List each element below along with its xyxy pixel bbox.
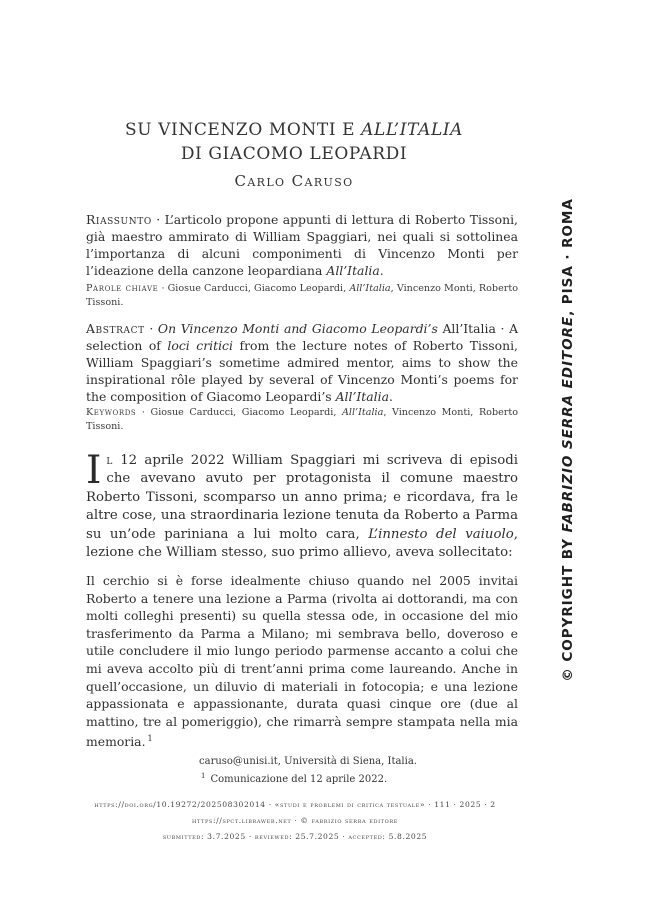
footnote-1: $^1$ Comunicazione del 12 aprile 2022. [201, 772, 388, 785]
keywords-paragraph: Keywords · Giosue Carducci, Giacomo Leopardi, All’Italia, Vincenzo Monti, Roberto Tissoni. [86, 407, 518, 432]
riassunto-label: Riassunto [86, 212, 152, 227]
footnote-reference[interactable]: 1 [147, 734, 153, 744]
footer-dates: submitted: 3.7.2025 · reviewed: 25.7.2025 · accepted: 5.8.2025 [162, 832, 428, 841]
parole-chiave-paragraph: Parole chiave · Giosue Carducci, Giacomo Leopardi, All’Italia, Vincenzo Monti, Roberto Tissoni. [86, 283, 518, 308]
copyright-sidebar [558, 200, 578, 680]
copyright-text: © COPYRIGHT BY FABRIZIO SERRA EDITORE, PISA · ROMA [560, 198, 576, 682]
drop-cap: I [86, 448, 102, 493]
footer-website[interactable]: https://spct.libraweb.net · © fabrizio serra editore [192, 816, 398, 825]
author-email: caruso@unisi.it, Università di Siena, Italia. [199, 756, 417, 767]
title-line-2: DI GIACOMO LEOPARDI [180, 144, 408, 164]
block-quote: Il cerchio si è forse idealmente chiuso quando nel 2005 invitai Roberto a tenere una lezione a Parma (rivolta ai dottorandi, ma con molti colleghi presenti) su quella stessa ode, in occasione del mio trasferimento da Parma a Milano; mi sembrava bello, doveroso e utile concludere il mio lungo periodo parmense accanto a colui che mi aveva accolto più di trent’anni prima come laureando. Anche in quell’occasione, un diluvio di materiali in fotocopia; e una lezione appassionata e appassionante, durata quasi cinque ore (due al mattino, tre al pomeriggio), che rimarrà sempre stampata nella mia memoria. $^1$ [86, 573, 518, 750]
abstract-paragraph: Abstract · On Vincenzo Monti and Giacomo Leopardi’s All’Italia · A selection of loci critici from the lecture notes of Roberto Tissoni, William Spaggiari’s sometime admired mentor, aims to show the inspirational rôle played by several of Vincenzo Monti’s poems for the composition of Giacomo Leopardi’s All’Italia. [86, 321, 519, 404]
title-line-1: SU VINCENZO MONTI E ALL’ITALIA [124, 120, 464, 140]
article-title [86, 118, 502, 166]
footer-doi[interactable]: https://doi.org/10.19272/202508302014 · «studi e problemi di critica testuale» · 111 · 2025 · 2 [94, 800, 496, 809]
abstract-label: Abstract [86, 321, 145, 336]
parole-chiave-label: Parole chiave [86, 283, 159, 294]
body-paragraph: Il 12 aprile 2022 William Spaggiari mi scriveva di episodi che avevano avuto per protagonista il comune maestro Roberto Tissoni, scomparso un anno prima; e ricordava, fra le altre cose, una straordinaria lezione tenuta da Roberto a Parma su un’ode pariniana a lui molto cara, L’innesto del vaiuolo, lezione che William stesso, suo primo allievo, aveva sollecitato: [86, 448, 518, 561]
keywords-label: Keywords [86, 407, 137, 418]
riassunto-paragraph: Riassunto · L’articolo propone appunti di lettura di Roberto Tissoni, già maestro ammirato di William Spaggiari, nei quali si sottolinea l’importanza di alcuni componimenti di Vincenzo Monti per l’ideazione della canzone leopardiana All’Italia. [86, 212, 518, 278]
author-name: Carlo Caruso [234, 172, 354, 190]
footnotes [199, 754, 417, 787]
